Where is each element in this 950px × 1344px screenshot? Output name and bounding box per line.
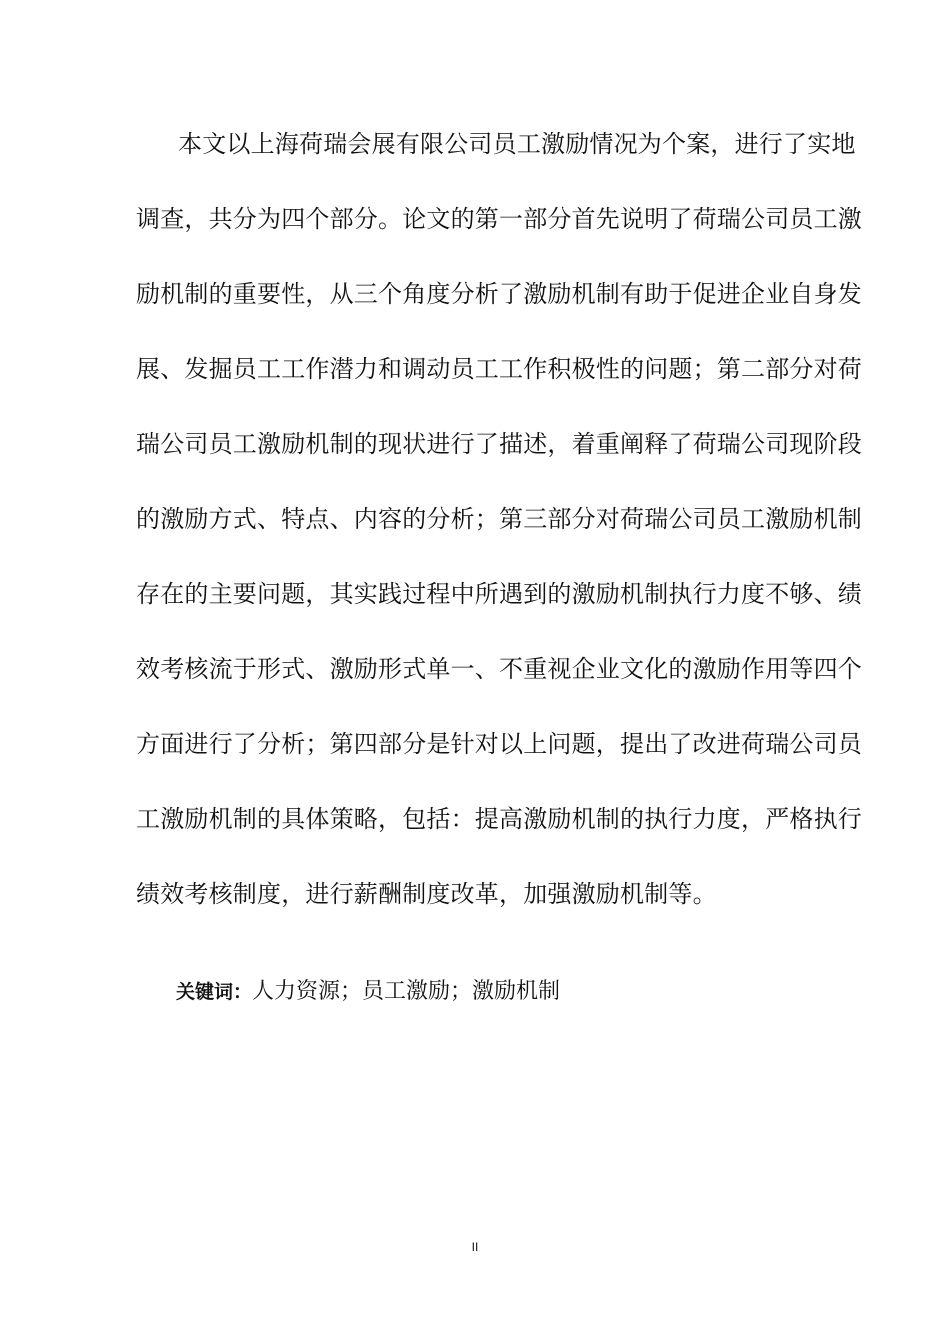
keywords-line [176, 978, 560, 1006]
abstract-line-6: 的激励方式、特点、内容的分析；第三部分对荷瑞公司员工激励机制 [136, 505, 862, 533]
abstract-line-11: 绩效考核制度，进行薪酬制度改革，加强激励机制等。 [136, 880, 717, 908]
keywords-label: 关键词： [176, 981, 253, 1003]
abstract-line-10: 工激励机制的具体策略，包括：提高激励机制的执行力度，严格执行 [136, 805, 862, 833]
abstract-line-3: 励机制的重要性，从三个角度分析了激励机制有助于促进企业自身发 [136, 280, 862, 308]
abstract-line-7: 存在的主要问题，其实践过程中所遇到的激励机制执行力度不够、绩 [136, 580, 862, 608]
page-number: II [471, 1240, 479, 1254]
abstract-line-2: 调查，共分为四个部分。论文的第一部分首先说明了荷瑞公司员工激 [136, 205, 862, 233]
abstract-line-9: 方面进行了分析；第四部分是针对以上问题，提出了改进荷瑞公司员 [136, 730, 862, 758]
keywords-text: 人力资源；员工激励；激励机制 [252, 979, 561, 1004]
abstract-line-8: 效考核流于形式、激励形式单一、不重视企业文化的激励作用等四个 [136, 655, 862, 683]
abstract-line-4: 展、发掘员工工作潜力和调动员工工作积极性的问题；第二部分对荷 [136, 355, 862, 383]
abstract-line-5: 瑞公司员工激励机制的现状进行了描述，着重阐释了荷瑞公司现阶段 [136, 430, 862, 458]
abstract-line-1: 本文以上海荷瑞会展有限公司员工激励情况为个案，进行了实地 [178, 130, 856, 158]
